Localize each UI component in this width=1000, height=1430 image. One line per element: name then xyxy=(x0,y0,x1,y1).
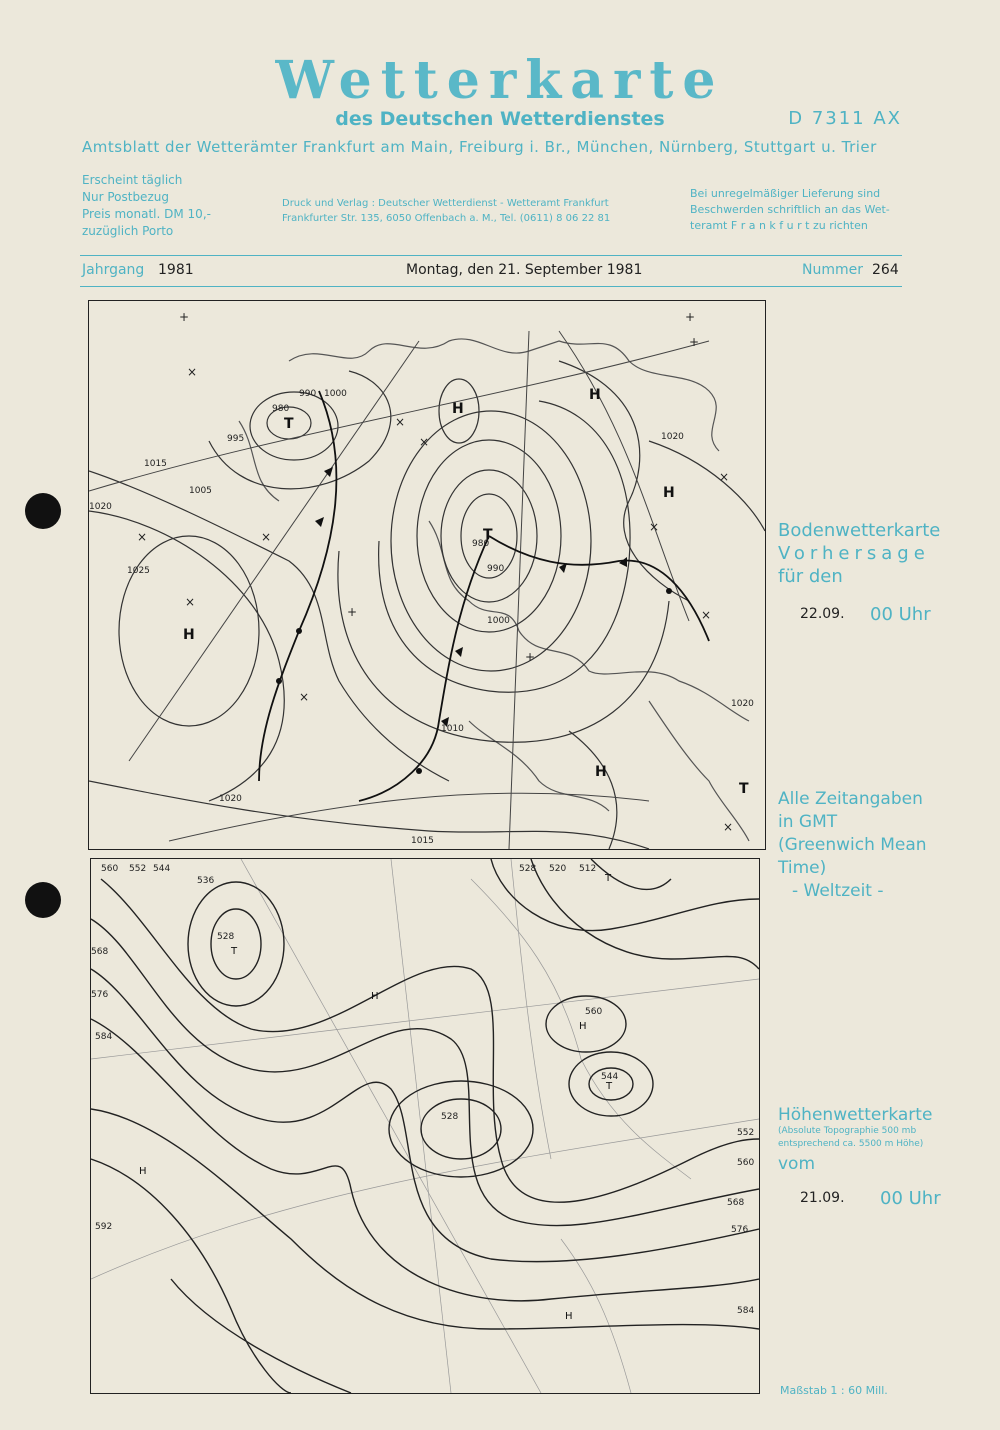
svg-text:×: × xyxy=(419,435,430,449)
svg-text:×: × xyxy=(299,690,310,704)
isobar-label-990: 990 xyxy=(299,389,317,399)
contour-label-560: 560 xyxy=(101,864,119,874)
surface-map-date: 22.09. xyxy=(800,606,845,622)
isobar-label-980: 980 xyxy=(272,404,290,414)
punch-hole-top xyxy=(25,493,61,529)
nummer-label: Nummer xyxy=(802,262,863,278)
upper-map-vom-label: vom xyxy=(778,1154,816,1174)
isobar-label-990-center: 990 xyxy=(487,564,505,574)
isobar-label-1020-east: 1020 xyxy=(731,699,754,709)
low-center-se: T xyxy=(739,781,749,797)
contour-label-592: 592 xyxy=(95,1222,113,1232)
info-center: Druck und Verlag : Deutscher Wetterdienst - Wetteramt Frankfurt Frankfurter Str. 135, 6050 Offenbach a. M., Tel. (0611) 8 06 22 81 xyxy=(282,198,611,224)
high-center-east: H xyxy=(663,485,675,501)
contour-label-560-center: 560 xyxy=(585,1007,603,1017)
low-center-main: T xyxy=(483,527,493,543)
contour-label-528-north: 528 xyxy=(519,864,537,874)
svg-text:×: × xyxy=(185,595,196,609)
svg-text:×: × xyxy=(701,608,712,622)
contour-label-552: 552 xyxy=(129,864,147,874)
upper-high-center: H xyxy=(579,1021,587,1032)
info-left: Erscheint täglich Nur Postbezug Preis monatl. DM 10,- zuzüglich Porto xyxy=(82,173,211,238)
rule-top xyxy=(80,255,902,256)
isobar-label-1015-south: 1015 xyxy=(411,836,434,846)
surface-map-title: Bodenwetterkarte xyxy=(778,520,941,541)
isobar-label-1005: 1005 xyxy=(189,486,212,496)
contour-label-576-east: 576 xyxy=(731,1225,749,1235)
isobar-label-1020: 1020 xyxy=(89,502,112,512)
masthead-title: Wetterkarte xyxy=(275,50,725,111)
svg-text:×: × xyxy=(187,365,198,379)
masthead-subtitle: des Deutschen Wetterdienstes xyxy=(335,108,665,130)
svg-text:+: + xyxy=(347,605,358,619)
svg-text:×: × xyxy=(723,820,734,834)
high-center-west: H xyxy=(183,627,195,643)
isobar-label-1020-sw: 1020 xyxy=(219,794,242,804)
high-center-ne: H xyxy=(589,387,601,403)
contour-label-520: 520 xyxy=(549,864,567,874)
upper-low-center: T xyxy=(606,1081,613,1092)
svg-text:×: × xyxy=(137,530,148,544)
contour-label-544: 544 xyxy=(153,864,171,874)
isobar-label-1015: 1015 xyxy=(144,459,167,469)
jahrgang-label: Jahrgang xyxy=(82,262,145,278)
surface-map-drawing xyxy=(89,301,765,849)
svg-text:+: + xyxy=(179,310,190,324)
issue-date: Montag, den 21. September 1981 xyxy=(406,262,643,278)
surface-map-subtitle: Vorhersage xyxy=(778,543,930,564)
contour-label-528: 528 xyxy=(217,932,235,942)
isobar-label-1020-ne: 1020 xyxy=(661,432,684,442)
upper-map-title: Höhenwetterkarte xyxy=(778,1105,933,1125)
upper-map-note-1: (Absolute Topographie 500 mb xyxy=(778,1126,917,1136)
contour-label-568: 568 xyxy=(91,947,109,957)
jahrgang-value: 1981 xyxy=(158,262,194,278)
svg-text:+: + xyxy=(525,650,536,664)
contour-label-536: 536 xyxy=(197,876,215,886)
map-scale: Maßstab 1 : 60 Mill. xyxy=(780,1384,888,1397)
isobar-label-980-center: 980 xyxy=(472,539,490,549)
upper-low-west: T xyxy=(231,946,238,957)
contour-label-512: 512 xyxy=(579,864,597,874)
upper-low-north: T xyxy=(605,873,612,884)
contour-label-568-east: 568 xyxy=(727,1198,745,1208)
svg-text:×: × xyxy=(261,530,272,544)
contour-label-552-east: 552 xyxy=(737,1128,755,1138)
upper-map-time: 00 Uhr xyxy=(880,1188,941,1209)
surface-map-time: 00 Uhr xyxy=(870,604,931,625)
surface-forecast-map xyxy=(88,300,766,850)
contour-label-544-center: 544 xyxy=(601,1072,619,1082)
upper-high-west: H xyxy=(139,1166,147,1177)
surface-map-for-label: für den xyxy=(778,566,843,587)
isobar-label-995: 995 xyxy=(227,434,245,444)
rule-bottom xyxy=(80,286,902,287)
amtsblatt-line: Amtsblatt der Wetterämter Frankfurt am Main, Freiburg i. Br., München, Nürnberg, Stuttgart u. Trier xyxy=(82,138,877,156)
punch-hole-bottom xyxy=(25,882,61,918)
contour-label-560-east: 560 xyxy=(737,1158,755,1168)
high-center-south: H xyxy=(595,764,607,780)
upper-high-south: H xyxy=(565,1311,573,1322)
svg-text:×: × xyxy=(395,415,406,429)
isobar-label-1000: 1000 xyxy=(324,389,347,399)
issue-code: D 7311 AX xyxy=(788,108,902,129)
svg-text:+: + xyxy=(685,310,696,324)
upper-high-north: H xyxy=(371,991,379,1002)
contour-label-584: 584 xyxy=(95,1032,113,1042)
isobar-label-1010: 1010 xyxy=(441,724,464,734)
isobar-label-1000-center: 1000 xyxy=(487,616,510,626)
low-center-north-atlantic: T xyxy=(284,416,294,432)
contour-label-528-center: 528 xyxy=(441,1112,459,1122)
contour-label-576: 576 xyxy=(91,990,109,1000)
svg-text:×: × xyxy=(649,520,660,534)
high-center-north: H xyxy=(452,401,464,417)
isobar-label-1025: 1025 xyxy=(127,566,150,576)
upper-air-map xyxy=(90,858,760,1394)
contour-label-584-east: 584 xyxy=(737,1306,755,1316)
time-note: Alle Zeitangaben in GMT (Greenwich Mean Time) - Weltzeit - xyxy=(778,789,927,901)
upper-map-date: 21.09. xyxy=(800,1190,845,1206)
svg-text:×: × xyxy=(719,470,730,484)
nummer-value: 264 xyxy=(872,262,899,278)
info-right: Bei unregelmäßiger Lieferung sind Beschwerden schriftlich an das Wet- teramt F r a n k f u r t zu richten xyxy=(690,187,890,232)
upper-map-drawing xyxy=(91,859,759,1393)
svg-text:+: + xyxy=(689,335,700,349)
upper-map-note-2: entsprechend ca. 5500 m Höhe) xyxy=(778,1139,924,1149)
